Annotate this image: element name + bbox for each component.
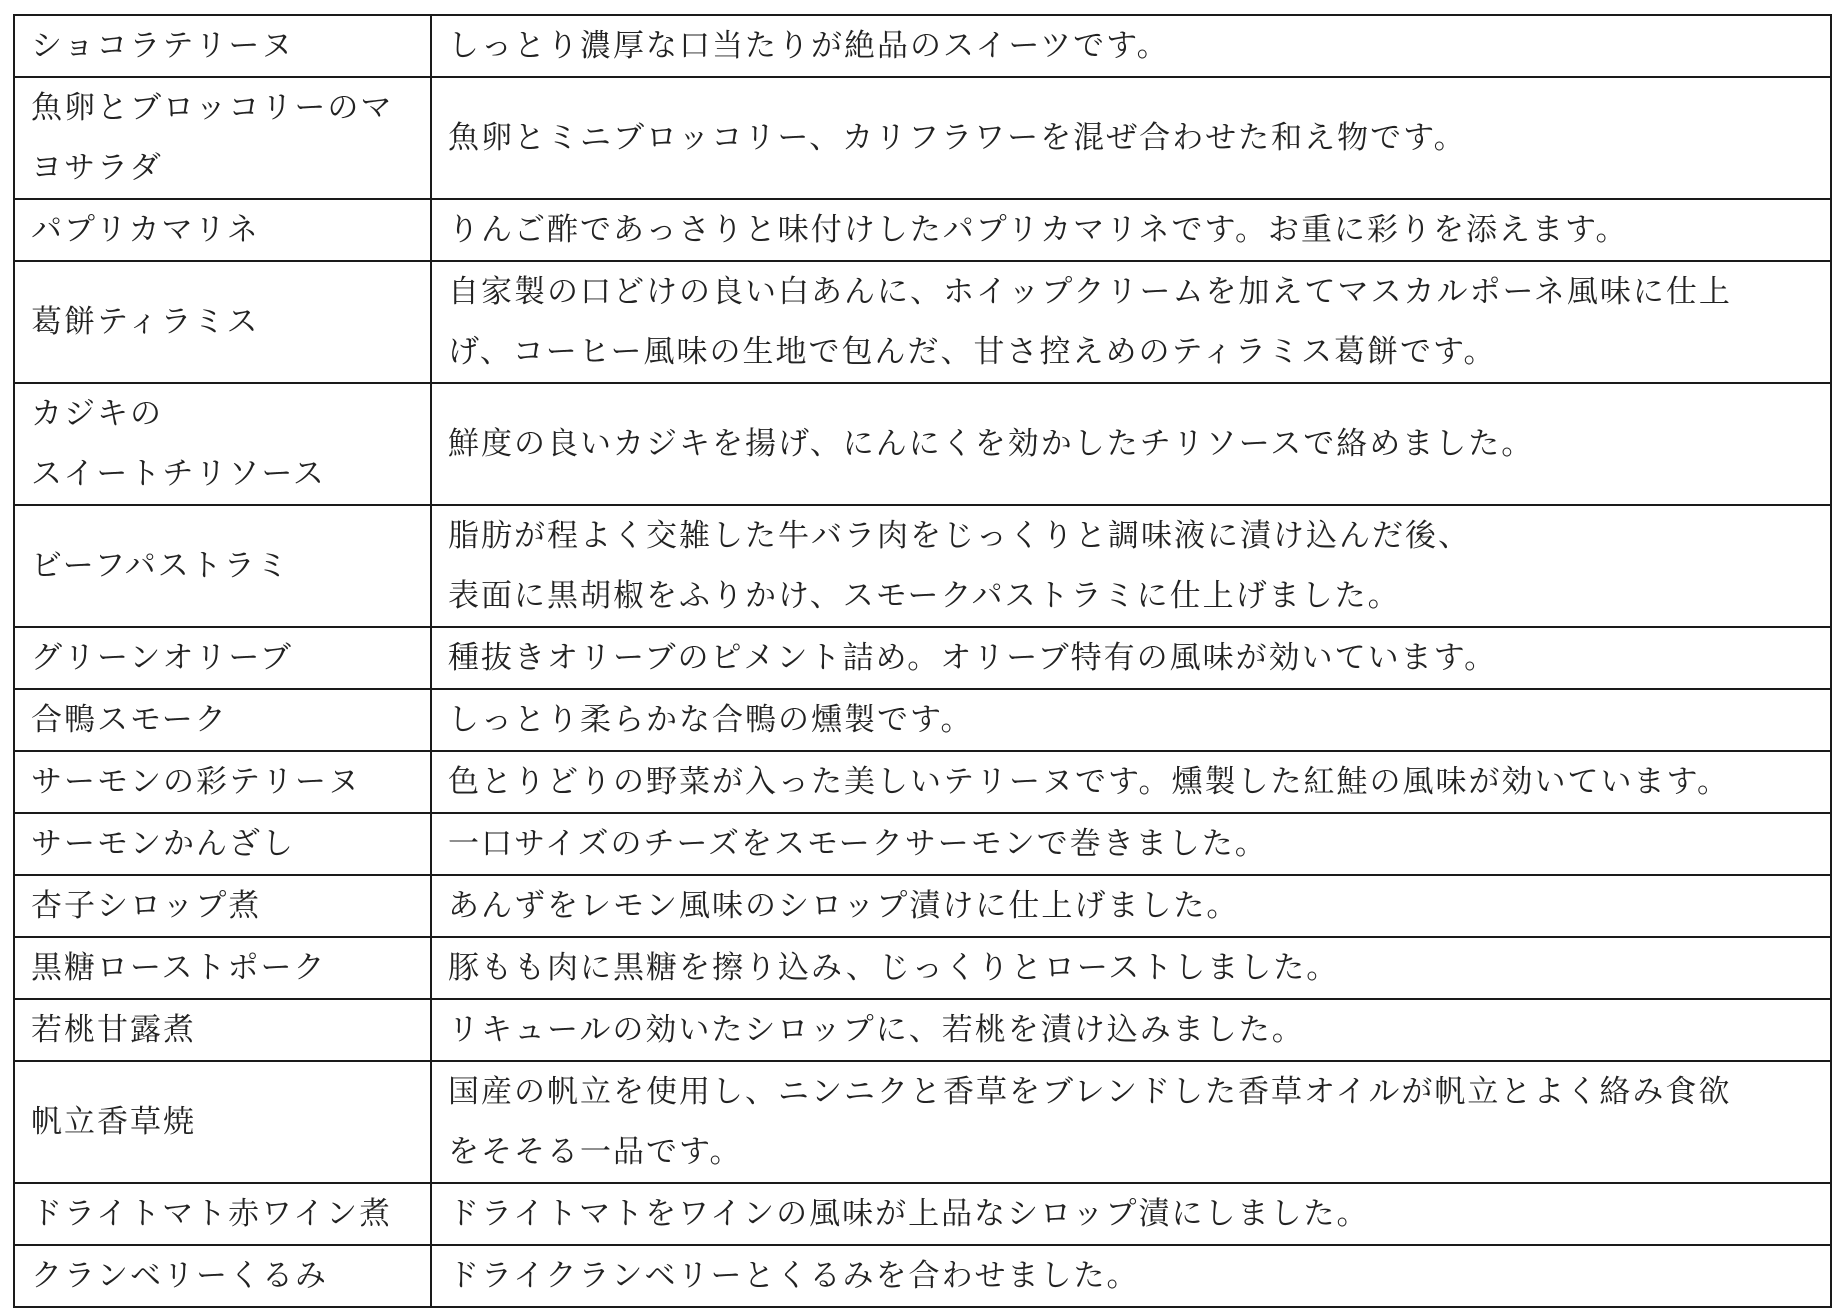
table-row: [14, 751, 1831, 813]
item-description: 色とりどりの野菜が入った美しいテリーヌです。燻製した紅鮭の風味が効いています。: [431, 751, 1831, 813]
table-row: [14, 15, 1831, 77]
item-description: りんご酢であっさりと味付けしたパプリカマリネです。お重に彩りを添えます。: [431, 199, 1831, 261]
table-row: [14, 383, 1831, 505]
item-description: リキュールの効いたシロップに、若桃を漬け込みました。: [431, 999, 1831, 1061]
menu-table-body: [14, 15, 1831, 1307]
table-row: [14, 627, 1831, 689]
item-name: 合鴨スモーク: [14, 689, 431, 751]
item-description: 鮮度の良いカジキを揚げ、にんにくを効かしたチリソースで絡めました。: [431, 383, 1831, 505]
item-name: サーモンの彩テリーヌ: [14, 751, 431, 813]
table-row: [14, 689, 1831, 751]
item-name: パプリカマリネ: [14, 199, 431, 261]
item-name: ビーフパストラミ: [14, 505, 431, 627]
item-name: 杏子シロップ煮: [14, 875, 431, 937]
item-description: 国産の帆立を使用し、ニンニクと香草をブレンドした香草オイルが帆立とよく絡み食欲 をそそる一品です。: [431, 1061, 1831, 1183]
item-description: 種抜きオリーブのピメント詰め。オリーブ特有の風味が効いています。: [431, 627, 1831, 689]
item-name: ショコラテリーヌ: [14, 15, 431, 77]
item-description: あんずをレモン風味のシロップ漬けに仕上げました。: [431, 875, 1831, 937]
table-row: [14, 1061, 1831, 1183]
item-description: 魚卵とミニブロッコリー、カリフラワーを混ぜ合わせた和え物です。: [431, 77, 1831, 199]
table-row: [14, 937, 1831, 999]
item-name: 黒糖ローストポーク: [14, 937, 431, 999]
item-description: しっとり濃厚な口当たりが絶品のスイーツです。: [431, 15, 1831, 77]
item-description: 脂肪が程よく交雑した牛バラ肉をじっくりと調味液に漬け込んだ後、 表面に黒胡椒をふりかけ、スモークパストラミに仕上げました。: [431, 505, 1831, 627]
item-description: しっとり柔らかな合鴨の燻製です。: [431, 689, 1831, 751]
item-name: サーモンかんざし: [14, 813, 431, 875]
item-name: カジキの スイートチリソース: [14, 383, 431, 505]
item-name: 帆立香草焼: [14, 1061, 431, 1183]
table-row: [14, 1245, 1831, 1307]
table-row: [14, 505, 1831, 627]
item-name: 葛餅ティラミス: [14, 261, 431, 383]
item-description: ドライトマトをワインの風味が上品なシロップ漬にしました。: [431, 1183, 1831, 1245]
table-row: [14, 261, 1831, 383]
menu-table: [13, 14, 1832, 1308]
item-name: クランベリーくるみ: [14, 1245, 431, 1307]
table-row: [14, 199, 1831, 261]
table-row: [14, 77, 1831, 199]
table-row: [14, 875, 1831, 937]
item-description: ドライクランベリーとくるみを合わせました。: [431, 1245, 1831, 1307]
item-name: ドライトマト赤ワイン煮: [14, 1183, 431, 1245]
item-name: 若桃甘露煮: [14, 999, 431, 1061]
item-description: 一口サイズのチーズをスモークサーモンで巻きました。: [431, 813, 1831, 875]
item-description: 自家製の口どけの良い白あんに、ホイップクリームを加えてマスカルポーネ風味に仕上 げ、コーヒー風味の生地で包んだ、甘さ控えめのティラミス葛餅です。: [431, 261, 1831, 383]
item-name: 魚卵とブロッコリーのマ ヨサラダ: [14, 77, 431, 199]
table-row: [14, 1183, 1831, 1245]
table-row: [14, 999, 1831, 1061]
item-description: 豚もも肉に黒糖を擦り込み、じっくりとローストしました。: [431, 937, 1831, 999]
item-name: グリーンオリーブ: [14, 627, 431, 689]
table-row: [14, 813, 1831, 875]
